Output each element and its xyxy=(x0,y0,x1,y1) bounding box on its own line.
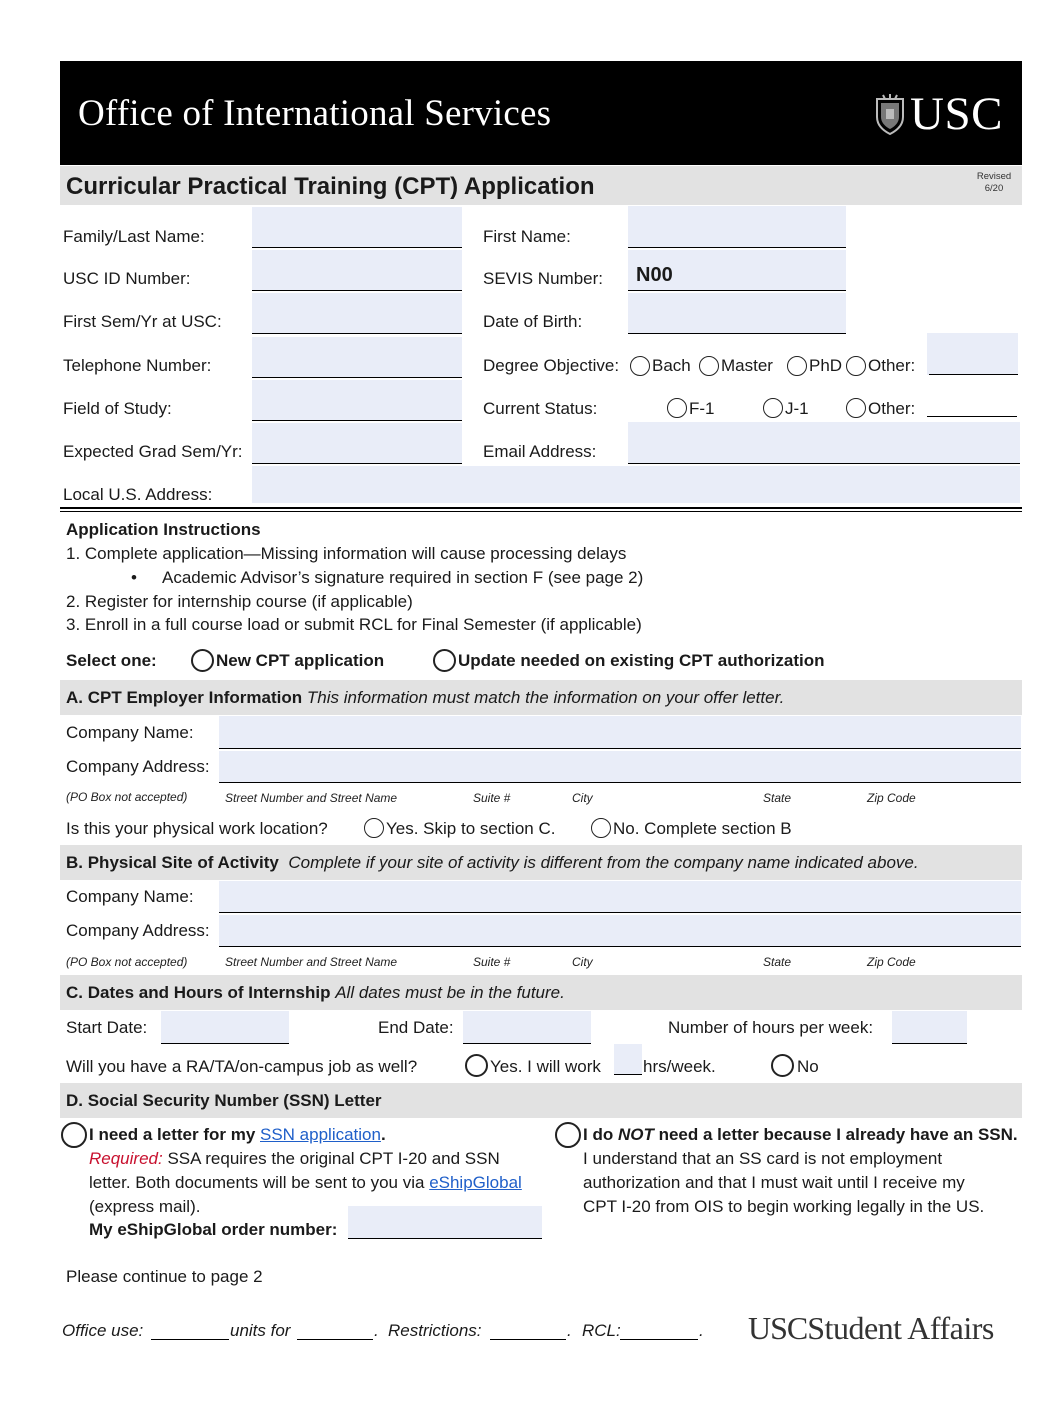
units-for-line[interactable] xyxy=(297,1339,373,1340)
physical-yes-radio[interactable] xyxy=(364,818,384,838)
office-use-label: Office use: xyxy=(62,1321,144,1340)
section-a-title: A. CPT Employer Information xyxy=(66,688,303,707)
footer-period-1: . xyxy=(374,1321,379,1340)
b-hint-state: State xyxy=(763,955,792,969)
update-cpt-label: Update needed on existing CPT authorization xyxy=(458,651,825,670)
section-b-subtitle: Complete if your site of activity is different from the company name indicated above. xyxy=(288,853,919,872)
footer-period-2: . xyxy=(567,1321,572,1340)
no-letter-suffix: need a letter because I already have an SSN. xyxy=(653,1125,1018,1144)
b-hint-street: Street Number and Street Name xyxy=(225,955,398,969)
no-letter-label xyxy=(583,1125,1018,1145)
first-name-label: First Name: xyxy=(483,227,571,246)
instruction-step-3: 3. Enroll in a full course load or submit RCL for Final Semester (if applicable) xyxy=(66,615,642,634)
end-date-field[interactable] xyxy=(463,1011,591,1044)
degree-other-radio[interactable] xyxy=(846,356,866,376)
order-number-field[interactable] xyxy=(348,1206,542,1239)
first-name-field[interactable] xyxy=(628,206,846,248)
telephone-field[interactable] xyxy=(252,337,462,378)
form-title: Curricular Practical Training (CPT) Application xyxy=(66,173,595,200)
revised-note xyxy=(968,171,1020,195)
required-line xyxy=(89,1149,500,1169)
degree-phd-radio[interactable] xyxy=(787,356,807,376)
section-a-heading xyxy=(66,688,784,708)
field-of-study-field[interactable] xyxy=(252,380,462,421)
ssn-application-link[interactable]: SSN application xyxy=(260,1125,381,1144)
status-label: Current Status: xyxy=(483,399,598,418)
dob-label: Date of Birth: xyxy=(483,312,583,331)
degree-label: Degree Objective: xyxy=(483,356,620,375)
sevis-value: N00 xyxy=(636,264,673,286)
field-of-study-label: Field of Study: xyxy=(63,399,172,418)
section-c-heading xyxy=(66,983,565,1003)
no-letter-line-2: I understand that an SS card is not employment xyxy=(583,1149,943,1168)
instructions-title: Application Instructions xyxy=(66,520,261,539)
restrictions-label: Restrictions: xyxy=(388,1321,482,1340)
no-letter-not: NOT xyxy=(617,1125,654,1144)
status-j1-radio[interactable] xyxy=(763,398,783,418)
a-company-address-field[interactable] xyxy=(219,751,1021,783)
first-sem-field[interactable] xyxy=(252,293,462,334)
b-company-name-field[interactable] xyxy=(219,881,1021,913)
degree-bach-label: Bach xyxy=(652,356,691,375)
b-company-address-field[interactable] xyxy=(219,915,1021,947)
degree-phd-label: PhD xyxy=(809,356,843,375)
campus-hours-field[interactable] xyxy=(614,1044,642,1075)
sevis-field[interactable] xyxy=(628,250,846,291)
usc-logo xyxy=(874,89,1003,139)
b-hint-city: City xyxy=(572,955,593,969)
campus-question: Will you have a RA/TA/on-campus job as well? xyxy=(66,1057,418,1076)
family-name-label: Family/Last Name: xyxy=(63,227,205,246)
physical-no-radio[interactable] xyxy=(591,818,611,838)
grad-field[interactable] xyxy=(252,423,462,464)
degree-master-label: Master xyxy=(721,356,773,375)
hours-label: Number of hours per week: xyxy=(668,1018,874,1037)
need-letter-prefix: I need a letter for my xyxy=(89,1125,260,1144)
eship-line-prefix: letter. Both documents will be sent to you via xyxy=(89,1173,430,1192)
rcl-line[interactable] xyxy=(620,1339,698,1340)
a-hint-zip: Zip Code xyxy=(867,791,916,805)
section-b-title: B. Physical Site of Activity xyxy=(66,853,279,872)
start-date-label: Start Date: xyxy=(66,1018,148,1037)
divider-thin xyxy=(60,511,1022,512)
a-hint-city: City xyxy=(572,791,593,805)
no-letter-line-4: CPT I-20 from OIS to begin working legally in the US. xyxy=(583,1197,985,1216)
degree-bach-radio[interactable] xyxy=(630,356,650,376)
section-b-heading xyxy=(66,853,919,873)
email-field[interactable] xyxy=(628,422,1020,464)
need-letter-suffix: . xyxy=(380,1125,386,1144)
need-letter-label xyxy=(89,1125,386,1145)
a-company-name-label: Company Name: xyxy=(66,723,194,742)
status-other-label: Other: xyxy=(868,399,916,418)
a-hint-state: State xyxy=(763,791,792,805)
need-letter-radio[interactable] xyxy=(61,1122,87,1148)
new-cpt-label: New CPT application xyxy=(216,651,385,670)
address-field[interactable] xyxy=(252,466,1020,503)
new-cpt-radio[interactable] xyxy=(191,649,214,672)
rcl-label: RCL: xyxy=(582,1321,621,1340)
revised-label: Revised xyxy=(976,171,1012,182)
usc-seal-icon xyxy=(874,93,906,135)
family-name-field[interactable] xyxy=(252,207,462,248)
student-affairs-usc: USC xyxy=(748,1310,808,1346)
update-cpt-radio[interactable] xyxy=(433,649,456,672)
a-company-address-label: Company Address: xyxy=(66,757,210,776)
office-use-units-line[interactable] xyxy=(151,1339,229,1340)
eshipglobal-link[interactable]: eShipGlobal xyxy=(429,1173,522,1192)
sevis-label: SEVIS Number: xyxy=(483,269,603,288)
divider-thick xyxy=(60,507,1022,509)
no-letter-radio[interactable] xyxy=(555,1122,581,1148)
student-affairs-logo xyxy=(748,1310,994,1347)
end-date-label: End Date: xyxy=(378,1018,454,1037)
email-label: Email Address: xyxy=(483,442,597,461)
instruction-step-2: 2. Register for internship course (if applicable) xyxy=(66,592,413,611)
a-hint-street: Street Number and Street Name xyxy=(225,791,398,805)
no-letter-line-3: authorization and that I must wait until I receive my xyxy=(583,1173,965,1192)
continue-note: Please continue to page 2 xyxy=(66,1267,263,1286)
address-label: Local U.S. Address: xyxy=(63,485,213,504)
grad-label: Expected Grad Sem/Yr: xyxy=(63,442,243,461)
usc-id-field[interactable] xyxy=(252,250,462,291)
b-hint-zip: Zip Code xyxy=(867,955,916,969)
b-company-address-label: Company Address: xyxy=(66,921,210,940)
campus-hours-suffix: hrs/week. xyxy=(643,1057,716,1076)
instruction-step-1: 1. Complete application—Missing information will cause processing delays xyxy=(66,544,627,563)
campus-yes-label: Yes. I will work xyxy=(490,1057,601,1076)
status-other-field[interactable] xyxy=(927,416,1017,417)
first-sem-label: First Sem/Yr at USC: xyxy=(63,312,222,331)
eship-line xyxy=(89,1173,522,1193)
no-letter-prefix: I do xyxy=(583,1125,618,1144)
b-company-name-label: Company Name: xyxy=(66,887,194,906)
order-number-label: My eShipGlobal order number: xyxy=(89,1220,338,1239)
a-hint-po: (PO Box not accepted) xyxy=(66,790,188,804)
degree-master-radio[interactable] xyxy=(699,356,719,376)
campus-no-radio[interactable] xyxy=(771,1054,794,1077)
physical-no-label: No. Complete section B xyxy=(613,819,792,838)
campus-no-label: No xyxy=(797,1057,819,1076)
telephone-label: Telephone Number: xyxy=(63,356,212,375)
section-c-title: C. Dates and Hours of Internship xyxy=(66,983,331,1002)
b-hint-po: (PO Box not accepted) xyxy=(66,955,188,969)
section-d-title: D. Social Security Number (SSN) Letter xyxy=(66,1091,382,1110)
instruction-bullet-icon: • xyxy=(131,568,137,587)
restrictions-line[interactable] xyxy=(490,1339,566,1340)
section-a-subtitle: This information must match the information on your offer letter. xyxy=(306,688,785,707)
campus-yes-radio[interactable] xyxy=(465,1054,488,1077)
status-other-radio[interactable] xyxy=(846,398,866,418)
dob-field[interactable] xyxy=(628,293,846,334)
instruction-bullet: Academic Advisor’s signature required in section F (see page 2) xyxy=(162,568,644,587)
status-j1-label: J-1 xyxy=(785,399,809,418)
physical-yes-label: Yes. Skip to section C. xyxy=(386,819,556,838)
footer-period-3: . xyxy=(699,1321,704,1340)
required-rest: SSA requires the original CPT I-20 and SSN xyxy=(162,1149,500,1168)
a-company-name-field[interactable] xyxy=(219,716,1021,749)
hours-field[interactable] xyxy=(892,1011,967,1044)
office-title: Office of International Services xyxy=(78,93,552,134)
select-one-label: Select one: xyxy=(66,651,157,670)
usc-id-label: USC ID Number: xyxy=(63,269,191,288)
b-hint-suite: Suite # xyxy=(473,955,511,969)
usc-wordmark: USC xyxy=(910,88,1003,140)
status-f1-label: F-1 xyxy=(689,399,715,418)
status-f1-radio[interactable] xyxy=(667,398,687,418)
section-c-subtitle: All dates must be in the future. xyxy=(335,983,565,1002)
express-mail-line: (express mail). xyxy=(89,1197,201,1216)
a-hint-suite: Suite # xyxy=(473,791,511,805)
start-date-field[interactable] xyxy=(161,1011,289,1044)
degree-other-field[interactable] xyxy=(927,333,1018,375)
degree-other-label: Other: xyxy=(868,356,916,375)
student-affairs-text: Student Affairs xyxy=(807,1310,994,1346)
required-word: Required: xyxy=(89,1149,163,1168)
physical-question: Is this your physical work location? xyxy=(66,819,328,838)
units-for-label: units for xyxy=(230,1321,291,1340)
revised-date: 6/20 xyxy=(984,183,1004,194)
degree-other-underline xyxy=(929,374,1018,375)
